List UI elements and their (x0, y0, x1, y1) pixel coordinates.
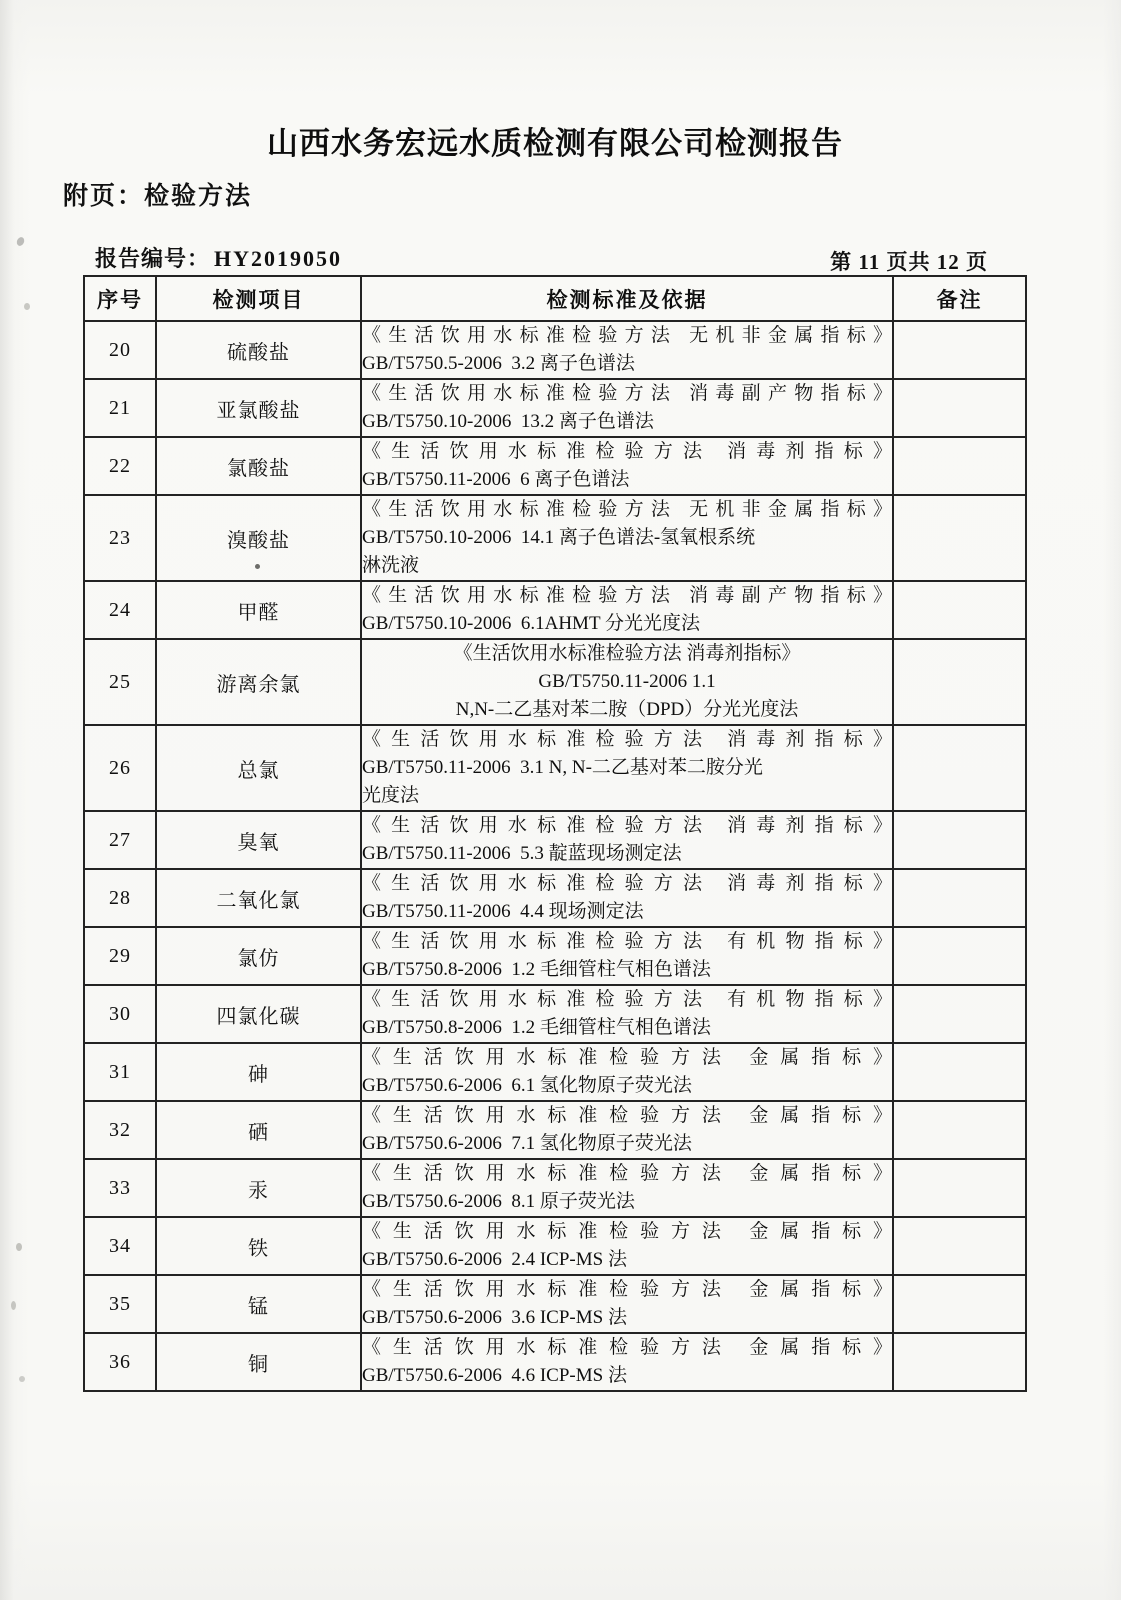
row-note-cell (893, 321, 1026, 379)
standard-line: 淋洗液 (362, 555, 420, 576)
table-row (84, 869, 1026, 927)
row-item-cell: 甲醛 (156, 581, 361, 639)
standard-line: 光度法 (362, 785, 420, 806)
report-number-label: 报告编号： (95, 246, 211, 271)
scan-speck (11, 1301, 16, 1310)
row-item-cell: 氯仿 (156, 927, 361, 985)
row-no-cell: 33 (84, 1159, 156, 1217)
row-note-cell (893, 811, 1026, 869)
row-no-cell: 27 (84, 811, 156, 869)
table-row (84, 811, 1026, 869)
row-note-cell (893, 1217, 1026, 1275)
appendix-heading: 附页：检验方法 (63, 182, 253, 210)
row-no-cell: 34 (84, 1217, 156, 1275)
row-note-cell (893, 725, 1026, 811)
row-item-cell: 锰 (156, 1275, 361, 1333)
standard-line: GB/T5750.6-2006 7.1 氢化物原子荧光法 (362, 1133, 692, 1154)
row-standard-cell (361, 1275, 893, 1333)
standard-line: 《生活饮用水标准检验方法 无机非金属指标》 (362, 325, 892, 346)
row-item-cell: 臭氧 (156, 811, 361, 869)
row-item-cell: 铁 (156, 1217, 361, 1275)
row-note-cell (893, 1159, 1026, 1217)
standard-line: GB/T5750.8-2006 1.2 毛细管柱气相色谱法 (362, 1017, 711, 1038)
row-no-cell: 32 (84, 1101, 156, 1159)
row-note-cell (893, 1275, 1026, 1333)
row-standard-cell (361, 1101, 893, 1159)
row-item-cell: 硒 (156, 1101, 361, 1159)
row-no-cell: 21 (84, 379, 156, 437)
standard-line: 《生活饮用水标准检验方法 金属指标》 (362, 1047, 892, 1068)
report-number (95, 242, 342, 273)
col-header-no: 序号 (84, 276, 156, 321)
row-no-cell: 29 (84, 927, 156, 985)
scan-speck (255, 564, 260, 569)
row-no-cell: 30 (84, 985, 156, 1043)
page-indicator: 第 11 页共 12 页 (830, 250, 988, 274)
row-item-cell: 亚氯酸盐 (156, 379, 361, 437)
table-row (84, 437, 1026, 495)
row-standard-cell (361, 985, 893, 1043)
scan-speck (16, 1243, 22, 1251)
standard-line: 《生活饮用水标准检验方法 消毒剂指标》 (362, 441, 892, 462)
standard-line: 《生活饮用水标准检验方法 消毒剂指标》 (453, 643, 801, 664)
table-row (84, 639, 1026, 725)
row-standard-cell (361, 321, 893, 379)
table-row (84, 1217, 1026, 1275)
standard-line: 《生活饮用水标准检验方法 消毒剂指标》 (362, 873, 892, 894)
col-header-standard: 检测标准及依据 (361, 276, 893, 321)
table-row (84, 321, 1026, 379)
standard-line: 《生活饮用水标准检验方法 金属指标》 (362, 1163, 892, 1184)
standard-line: GB/T5750.10-2006 14.1 离子色谱法-氢氧根系统 (362, 527, 756, 548)
standard-line: 《生活饮用水标准检验方法 消毒剂指标》 (362, 815, 892, 836)
row-note-cell (893, 927, 1026, 985)
standard-line: 《生活饮用水标准检验方法 金属指标》 (362, 1221, 892, 1242)
row-standard-cell (361, 725, 893, 811)
document-title: 山西水务宏远水质检测有限公司检测报告 (267, 126, 843, 161)
row-standard-cell (361, 495, 893, 581)
standard-line: GB/T5750.8-2006 1.2 毛细管柱气相色谱法 (362, 959, 711, 980)
table-row (84, 927, 1026, 985)
row-standard-cell (361, 1159, 893, 1217)
row-standard-cell (361, 1333, 893, 1391)
standard-line: GB/T5750.6-2006 2.4 ICP-MS 法 (362, 1249, 627, 1270)
table-row (84, 725, 1026, 811)
standard-line: GB/T5750.11-2006 3.1 N, N-二乙基对苯二胺分光 (362, 757, 763, 778)
row-no-cell: 22 (84, 437, 156, 495)
standard-line: GB/T5750.11-2006 1.1 (538, 671, 716, 692)
row-standard-cell (361, 811, 893, 869)
row-item-cell: 氯酸盐 (156, 437, 361, 495)
table-row (84, 985, 1026, 1043)
row-item-cell: 铜 (156, 1333, 361, 1391)
row-no-cell: 28 (84, 869, 156, 927)
row-note-cell (893, 1101, 1026, 1159)
row-note-cell (893, 639, 1026, 725)
row-item-cell: 汞 (156, 1159, 361, 1217)
table-row (84, 581, 1026, 639)
standard-line: GB/T5750.6-2006 3.6 ICP-MS 法 (362, 1307, 627, 1328)
row-item-cell: 四氯化碳 (156, 985, 361, 1043)
standard-line: GB/T5750.11-2006 6 离子色谱法 (362, 469, 630, 490)
row-item-cell: 二氧化氯 (156, 869, 361, 927)
standard-line: GB/T5750.11-2006 4.4 现场测定法 (362, 901, 644, 922)
standard-line: 《生活饮用水标准检验方法 金属指标》 (362, 1105, 892, 1126)
row-no-cell: 20 (84, 321, 156, 379)
row-standard-cell (361, 437, 893, 495)
scan-speck (19, 1376, 25, 1382)
row-standard-cell (361, 581, 893, 639)
row-note-cell (893, 1333, 1026, 1391)
table-row (84, 1275, 1026, 1333)
row-standard-cell (361, 869, 893, 927)
methods-table (83, 275, 1027, 1392)
report-number-value: HY2019050 (214, 246, 343, 271)
standard-line: GB/T5750.5-2006 3.2 离子色谱法 (362, 353, 635, 374)
table-row (84, 1043, 1026, 1101)
standard-line: 《生活饮用水标准检验方法 消毒副产物指标》 (362, 383, 892, 404)
scan-speck (15, 236, 25, 247)
table-header-row (84, 276, 1026, 321)
standard-line: GB/T5750.6-2006 4.6 ICP-MS 法 (362, 1365, 627, 1386)
row-item-cell: 砷 (156, 1043, 361, 1101)
row-note-cell (893, 495, 1026, 581)
row-item-cell: 溴酸盐 (156, 495, 361, 581)
row-standard-cell (361, 1043, 893, 1101)
scan-speck (24, 303, 30, 310)
standard-line: GB/T5750.10-2006 6.1AHMT 分光光度法 (362, 613, 700, 634)
row-note-cell (893, 379, 1026, 437)
standard-line: 《生活饮用水标准检验方法 有机物指标》 (362, 931, 892, 952)
standard-line: 《生活饮用水标准检验方法 有机物指标》 (362, 989, 892, 1010)
row-no-cell: 36 (84, 1333, 156, 1391)
row-standard-cell (361, 1217, 893, 1275)
row-no-cell: 26 (84, 725, 156, 811)
table-body (84, 321, 1026, 1391)
col-header-item: 检测项目 (156, 276, 361, 321)
row-note-cell (893, 1043, 1026, 1101)
standard-line: GB/T5750.10-2006 13.2 离子色谱法 (362, 411, 654, 432)
row-item-cell: 总氯 (156, 725, 361, 811)
row-no-cell: 24 (84, 581, 156, 639)
row-note-cell (893, 869, 1026, 927)
row-no-cell: 35 (84, 1275, 156, 1333)
table-row (84, 379, 1026, 437)
standard-line: 《生活饮用水标准检验方法 消毒剂指标》 (362, 729, 892, 750)
row-no-cell: 25 (84, 639, 156, 725)
row-note-cell (893, 985, 1026, 1043)
row-item-cell: 硫酸盐 (156, 321, 361, 379)
standard-line: GB/T5750.11-2006 5.3 靛蓝现场测定法 (362, 843, 682, 864)
table-row (84, 495, 1026, 581)
table-row (84, 1101, 1026, 1159)
row-note-cell (893, 437, 1026, 495)
row-no-cell: 23 (84, 495, 156, 581)
standard-line: 《生活饮用水标准检验方法 消毒副产物指标》 (362, 585, 892, 606)
table-row (84, 1333, 1026, 1391)
row-no-cell: 31 (84, 1043, 156, 1101)
row-standard-cell (361, 927, 893, 985)
row-item-cell: 游离余氯 (156, 639, 361, 725)
standard-line: 《生活饮用水标准检验方法 金属指标》 (362, 1279, 892, 1300)
col-header-note: 备注 (893, 276, 1026, 321)
row-note-cell (893, 581, 1026, 639)
standard-line: GB/T5750.6-2006 8.1 原子荧光法 (362, 1191, 635, 1212)
standard-line: N,N-二乙基对苯二胺（DPD）分光光度法 (455, 699, 799, 720)
row-standard-cell (361, 379, 893, 437)
standard-line: 《生活饮用水标准检验方法 无机非金属指标》 (362, 499, 892, 520)
row-standard-cell (361, 639, 893, 725)
standard-line: 《生活饮用水标准检验方法 金属指标》 (362, 1337, 892, 1358)
table-row (84, 1159, 1026, 1217)
standard-line: GB/T5750.6-2006 6.1 氢化物原子荧光法 (362, 1075, 692, 1096)
